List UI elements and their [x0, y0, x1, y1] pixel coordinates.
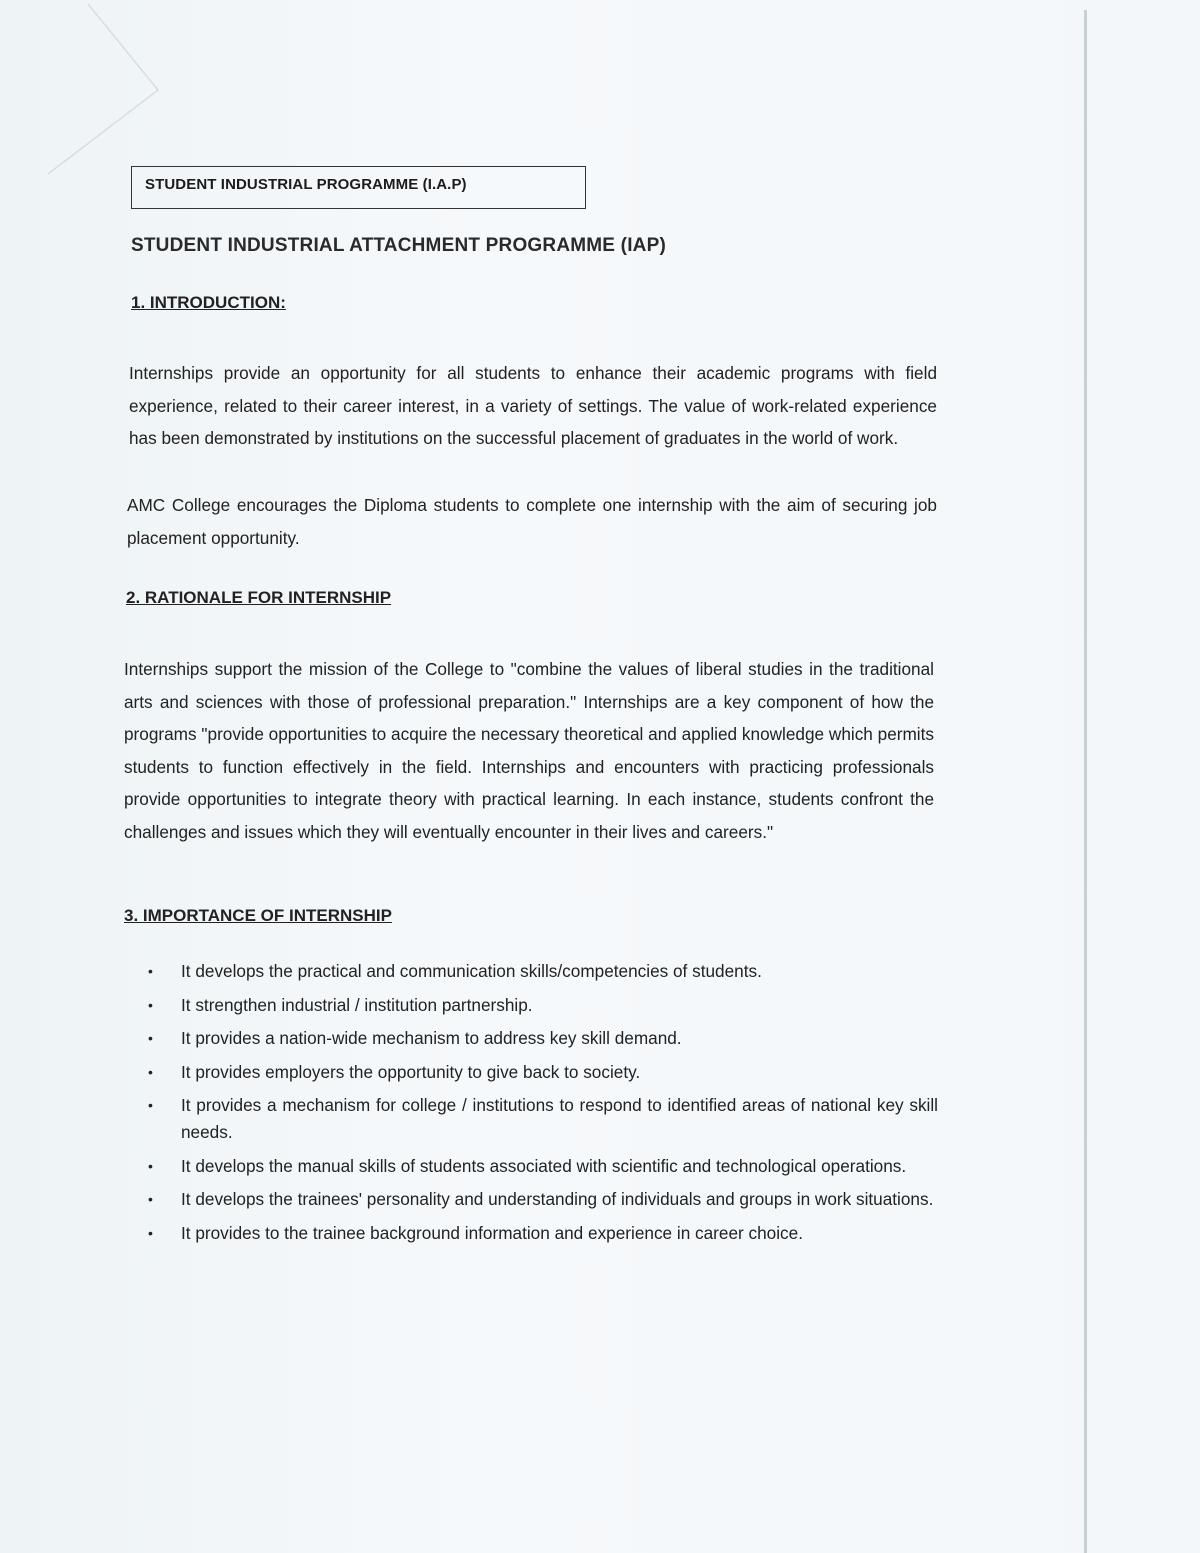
- rationale-paragraph: Internships support the mission of the College to "combine the values of liberal studies in the traditional arts and sciences with those of professional preparation." Internships are a key component of how the programs "provide opportunities to acquire the necessary theoretical and applied knowledge which permits students to function effectively in the field. Internships and encounters with practicing professionals provide opportunities to integrate theory with practical learning. In each instance, students confront the challenges and issues which they will eventually encounter in their lives and careers.": [124, 659, 934, 842]
- importance-bullet-list: [148, 958, 938, 1253]
- introduction-paragraph-2: AMC College encourages the Diploma students to complete one internship with the aim of securing job placement opportunity.: [127, 495, 937, 548]
- bullet-marker: •: [148, 1224, 153, 1241]
- section-heading-importance: 3. IMPORTANCE OF INTERNSHIP: [124, 906, 392, 925]
- bullet-marker: •: [148, 996, 153, 1013]
- header-box-text: STUDENT INDUSTRIAL PROGRAMME (I.A.P): [145, 176, 467, 193]
- importance-list-item: [148, 1092, 938, 1146]
- bullet-marker: •: [148, 1157, 153, 1174]
- corner-fold-mark: [0, 0, 170, 190]
- section-heading-rationale: 2. RATIONALE FOR INTERNSHIP: [126, 588, 392, 607]
- importance-list-item: [148, 1186, 938, 1213]
- introduction-paragraph-1: Internships provide an opportunity for all students to enhance their academic programs with field experience, related to their career interest, in a variety of settings. The value of work-related experience has been demonstrated by institutions on the successful placement of graduates in the world of work.: [129, 363, 937, 448]
- importance-item-text: It develops the manual skills of students associated with scientific and technological operations.: [181, 1155, 907, 1176]
- section-heading-introduction: 1. INTRODUCTION:: [131, 293, 286, 312]
- importance-item-text: It provides a nation-wide mechanism to address key skill demand.: [181, 1028, 682, 1048]
- importance-item-text: It develops the practical and communication skills/competencies of students.: [181, 961, 762, 981]
- bullet-marker: •: [148, 963, 153, 979]
- importance-item-text: It provides employers the opportunity to give back to society.: [181, 1061, 641, 1082]
- importance-item-text: It provides to the trainee background information and experience in career choice.: [181, 1222, 803, 1243]
- importance-list-item: [148, 1059, 938, 1086]
- importance-list-item: [148, 1220, 938, 1247]
- importance-list-item: [148, 1153, 938, 1180]
- importance-list-item: [148, 992, 938, 1019]
- importance-item-text: It provides a mechanism for college / institutions to respond to identified areas of national key skill needs.: [181, 1095, 938, 1142]
- importance-list-item: [148, 958, 938, 985]
- importance-list-item: [148, 1025, 938, 1052]
- importance-item-text: It strengthen industrial / institution partnership.: [181, 994, 533, 1015]
- bullet-marker: •: [148, 1191, 153, 1207]
- importance-item-text: It develops the trainees' personality and understanding of individuals and groups in work situations.: [181, 1189, 934, 1209]
- page-edge-line: [1084, 10, 1087, 1553]
- bullet-marker: •: [148, 1030, 153, 1046]
- bullet-marker: •: [148, 1097, 153, 1113]
- header-box: [131, 166, 586, 209]
- document-title: STUDENT INDUSTRIAL ATTACHMENT PROGRAMME (IAP): [131, 235, 666, 256]
- bullet-marker: •: [148, 1063, 153, 1080]
